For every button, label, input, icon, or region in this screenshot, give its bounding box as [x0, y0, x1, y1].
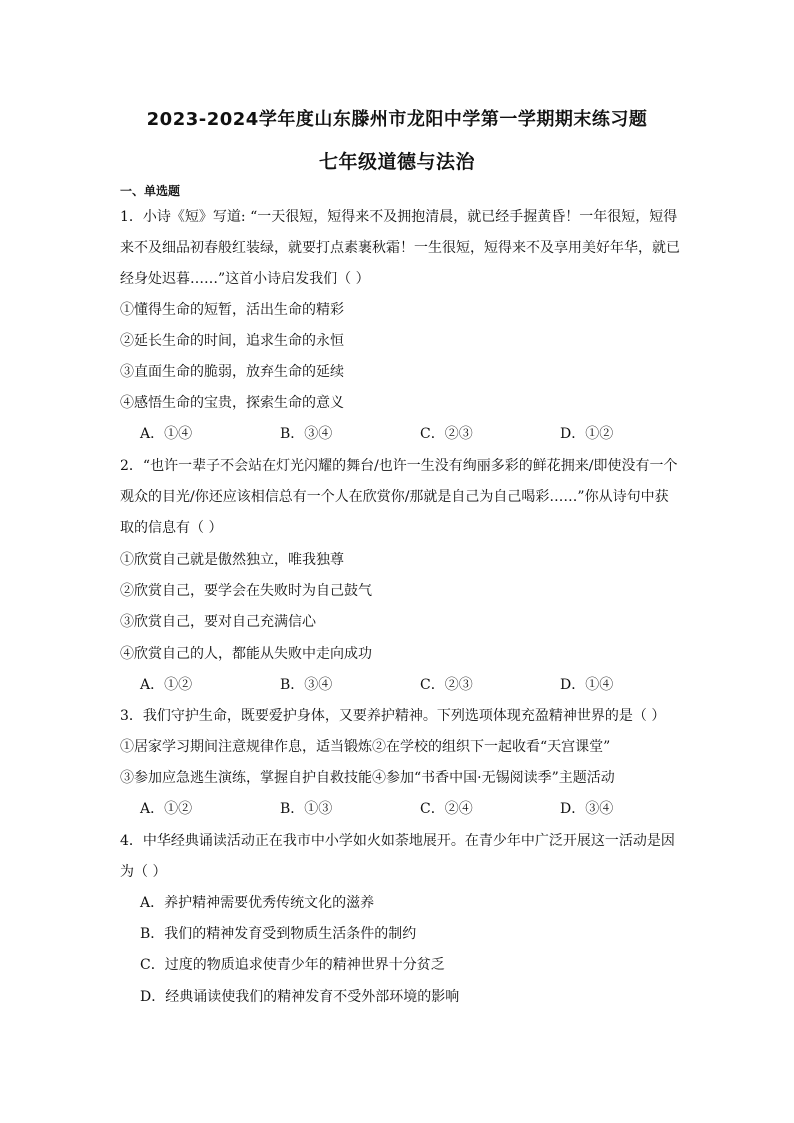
question-2-item-1: ①欣赏自己就是傲然独立，唯我独尊: [120, 552, 344, 568]
question-3-item-2: ③参加应急逃生演练，掌握自护自救技能④参加“书香中国·无锡阅读季”主题活动: [120, 770, 615, 786]
question-1-option-b[interactable]: B．③④: [280, 426, 333, 442]
question-1-item-2: ②延长生命的时间，追求生命的永恒: [120, 333, 344, 349]
question-3-option-d[interactable]: D．③④: [560, 801, 614, 817]
question-3-option-a[interactable]: A．①②: [140, 801, 193, 817]
question-2-option-b[interactable]: B．③④: [280, 677, 333, 693]
question-2-stem-line-3: 取的信息有（ ）: [120, 520, 223, 536]
question-1-stem-line-2: 来不及细品初春般红装绿，就要打点素裹秋霜！一生很短，短得来不及享用美好年华，就已: [120, 240, 680, 256]
question-4-stem-line-1: 4．中华经典诵读活动正在我市中小学如火如荼地展开。在青少年中广泛开展这一活动是因: [120, 833, 675, 849]
section-heading: 一、单选题: [120, 184, 181, 198]
question-1-option-d[interactable]: D．①②: [560, 426, 614, 442]
question-2-option-c[interactable]: C．②③: [420, 677, 473, 693]
question-1-item-3: ③直面生命的脆弱，放弃生命的延续: [120, 364, 344, 380]
question-2-option-a[interactable]: A．①②: [140, 677, 193, 693]
question-2-item-4: ④欣赏自己的人，都能从失败中走向成功: [120, 646, 372, 662]
question-4-choice-d[interactable]: D．经典诵读使我们的精神发育不受外部环境的影响: [140, 989, 460, 1005]
question-3-option-b[interactable]: B．①③: [280, 801, 333, 817]
question-2-stem-line-1: 2．“也许一辈子不会站在灯光闪耀的舞台/也许一生没有绚丽多彩的鲜花拥来/即使没有一个: [120, 458, 678, 474]
question-3-stem-line-1: 3．我们守护生命，既要爱护身体，又要养护精神。下列选项体现充盈精神世界的是（ ）: [120, 708, 666, 724]
question-3-options: [140, 800, 700, 818]
question-1-item-1: ①懂得生命的短暂，活出生命的精彩: [120, 302, 344, 318]
question-2-item-3: ③欣赏自己，要对自己充满信心: [120, 614, 316, 630]
question-4-choice-c[interactable]: C．过度的物质追求使青少年的精神世界十分贫乏: [140, 957, 445, 973]
question-4-choice-b[interactable]: B．我们的精神发育受到物质生活条件的制约: [140, 926, 417, 942]
question-1-options: [140, 425, 700, 443]
exam-subtitle: 七年级道德与法治: [318, 151, 475, 173]
question-2-stem-line-2: 观众的目光/你还应该相信总有一个人在欣赏你/那就是自己为自己喝彩……”你从诗句中获: [120, 489, 669, 505]
question-1-option-a[interactable]: A．①④: [140, 426, 193, 442]
question-2-option-d[interactable]: D．①④: [560, 677, 614, 693]
question-4-stem-line-2: 为（ ）: [120, 864, 167, 880]
question-2-options: [140, 676, 700, 694]
question-3-option-c[interactable]: C．②④: [420, 801, 473, 817]
question-2-item-2: ②欣赏自己，要学会在失败时为自己鼓气: [120, 583, 372, 599]
question-4-choice-a[interactable]: A．养护精神需要优秀传统文化的滋养: [140, 895, 375, 911]
question-1-stem-line-3: 经身处迟暮……”这首小诗启发我们（ ）: [120, 271, 370, 287]
question-1-item-4: ④感悟生命的宝贵，探索生命的意义: [120, 395, 344, 411]
exam-title: 2023-2024学年度山东滕州市龙阳中学第一学期期末练习题: [146, 109, 648, 130]
question-1-option-c[interactable]: C．②③: [420, 426, 473, 442]
question-1-stem-line-1: 1．小诗《短》写道: “一天很短，短得来不及拥抱清晨，就已经手握黄昏！一年很短，短得: [120, 209, 678, 225]
question-3-item-1: ①居家学习期间注意规律作息，适当锻炼②在学校的组织下一起收看“天宫课堂”: [120, 739, 611, 755]
